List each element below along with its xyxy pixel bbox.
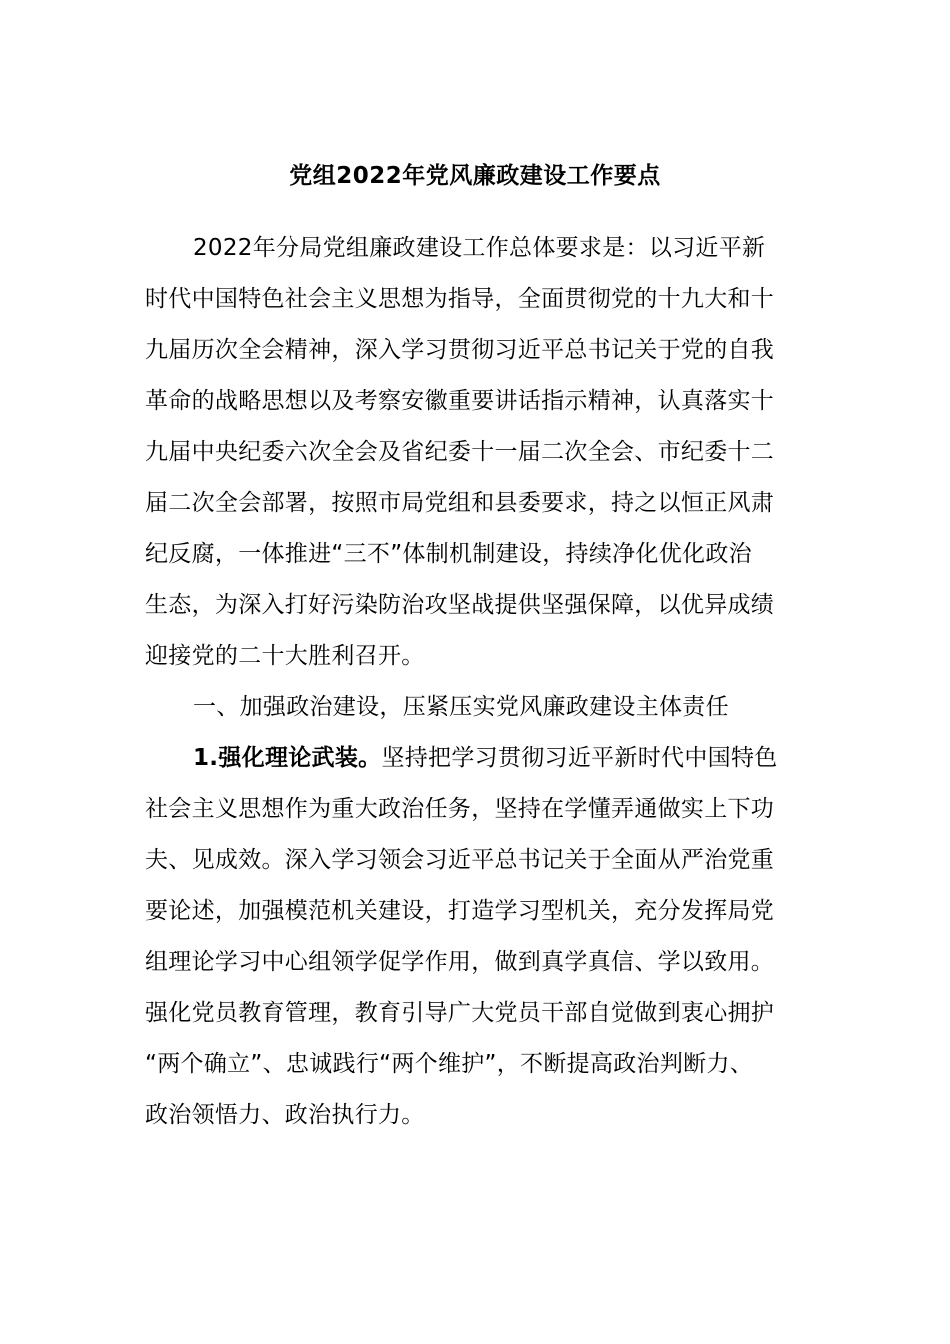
paragraph-line: 九届历次全会精神，深入学习贯彻习近平总书记关于党的自我 (145, 337, 775, 363)
paragraph-line: 届二次全会部署，按照市局党组和县委要求，持之以恒正风肃 (145, 490, 775, 516)
paragraph-line: 九届中央纪委六次全会及省纪委十一届二次全会、市纪委十二 (145, 439, 775, 465)
paragraph-line: 政治领悟力、政治执行力。 (145, 1102, 425, 1128)
paragraph-line: 要论述，加强模范机关建设，打造学习型机关，充分发挥局党 (145, 898, 775, 924)
paragraph-line: 革命的战略思想以及考察安徽重要讲话指示精神，认真落实十 (145, 388, 775, 414)
paragraph-line: 组理论学习中心组领学促学作用，做到真学真信、学以致用。 (145, 949, 775, 975)
item-first-line-text: 坚持把学习贯彻习近平新时代中国特色 (381, 745, 778, 771)
paragraph-line: 强化党员教育管理，教育引导广大党员干部自觉做到衷心拥护 (145, 1000, 775, 1026)
paragraph-line: 迎接党的二十大胜利召开。 (145, 643, 425, 669)
paragraph-line: 夫、见成效。深入学习领会习近平总书记关于全面从严治党重 (145, 847, 775, 873)
paragraph-line: “两个确立”、忠诚践行“两个维护”，不断提高政治判断力、 (145, 1051, 754, 1077)
section-heading (145, 682, 810, 733)
item-paragraph (145, 733, 810, 1141)
paragraph-line: 纪反腐，一体推进“三不”体制机制建设，持续净化优化政治 (145, 541, 752, 567)
paragraph-line: 2022年分局党组廉政建设工作总体要求是：以习近平新 (193, 235, 766, 261)
paragraph-line (145, 733, 810, 784)
intro-paragraph (145, 223, 810, 682)
item-lead: 1.强化理论武装。 (193, 745, 382, 771)
paragraph-line: 生态，为深入打好污染防治攻坚战提供坚强保障，以优异成绩 (145, 592, 775, 618)
section-heading-text: 一、加强政治建设，压紧压实党风廉政建设主体责任 (193, 694, 729, 720)
paragraph-line: 时代中国特色社会主义思想为指导，全面贯彻党的十九大和十 (145, 286, 775, 312)
paragraph-line: 社会主义思想作为重大政治任务，坚持在学懂弄通做实上下功 (145, 796, 775, 822)
document-title: 党组2022年党风廉政建设工作要点 (289, 163, 661, 189)
